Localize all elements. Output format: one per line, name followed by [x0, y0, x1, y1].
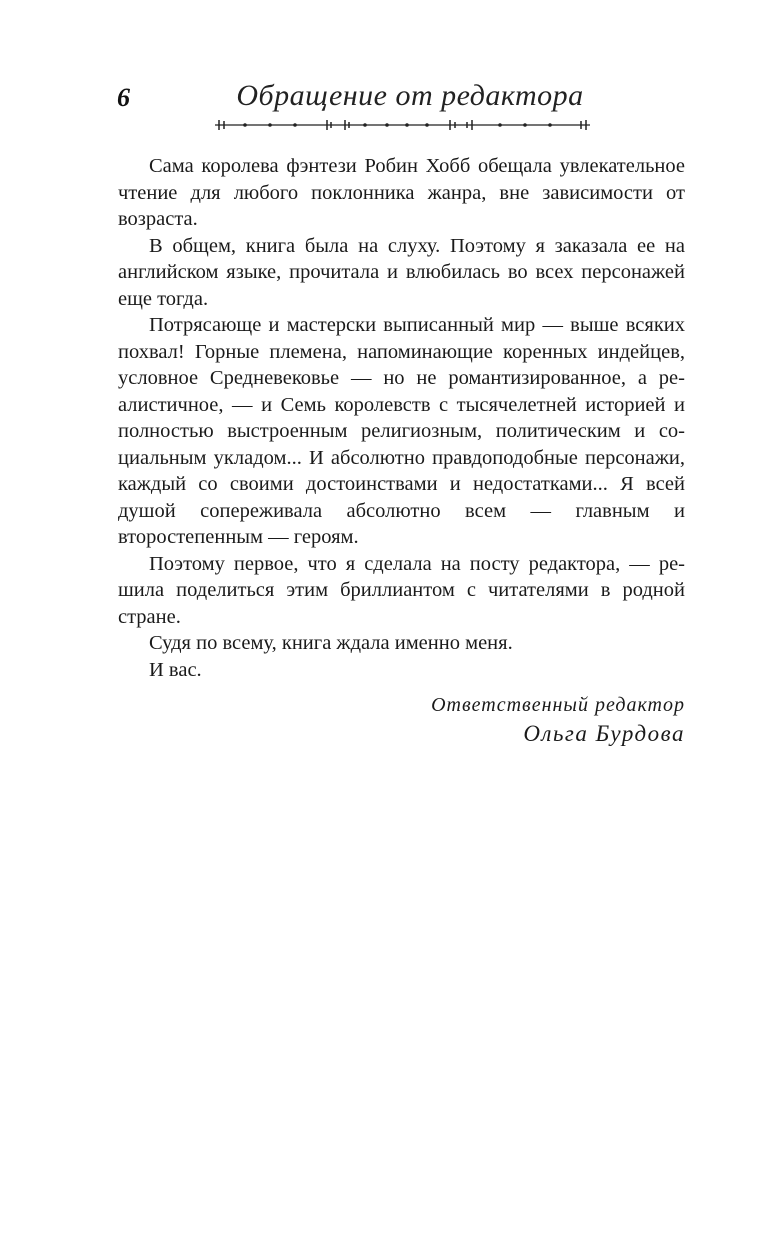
- running-title: Обращение от редактора: [236, 79, 584, 112]
- page-number: 6: [117, 83, 130, 112]
- ornament-divider: [215, 118, 590, 132]
- body-text: [118, 153, 685, 683]
- signature-block: [431, 691, 685, 749]
- paragraph: Судя по всему, книга ждала именно меня.: [149, 632, 513, 654]
- paragraph: Поэтому первое, что я сделала на посту редактора, — решила поделиться этим бриллиантом с читателями в родной стране.: [118, 552, 685, 628]
- paragraph: Потрясающе и мастерски выписанный мир — выше всяких похвал! Горные племена, напоминающие коренных индейцев, условное Средневековье — но не романтизированное, а реалистичное, — и Семь королевств с тысячелетней историей и полностью выстроенным религиозным, политическим и социальным укладом... И абсолютно правдоподобные персонажи, каждый со своими достоинствами и недостатками... Я всей душой сопереживала абсолютно всем — главным и второстепенным — героям.: [118, 314, 685, 548]
- paragraph: Сама королева фэнтези Робин Хобб обещала увлекательное чтение для любого поклонника жанра, вне зависимости от возраста.: [118, 155, 685, 230]
- paragraph: В общем, книга была на слуху. Поэтому я заказала ее на английском языке, прочитала и влюбилась во всех персонажей еще тогда.: [118, 234, 685, 310]
- signature-role: Ответственный редактор: [431, 694, 685, 716]
- paragraph: И вас.: [149, 658, 202, 681]
- signature-name: Ольга Бурдова: [523, 721, 685, 746]
